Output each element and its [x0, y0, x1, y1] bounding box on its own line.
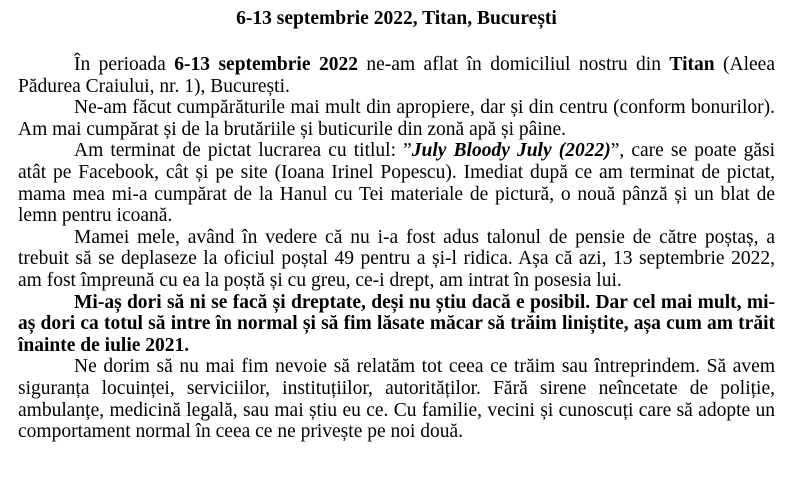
paragraph-3: [18, 140, 775, 226]
paragraph-3-intro: Am terminat de pictat lucrarea cu titlul: ”: [74, 140, 412, 162]
paragraph-1-middle: ne-am aflat în domiciliul nostru din: [357, 54, 670, 75]
paragraph-4: Mamei mele, având în vedere că nu i-a fost adus talonul de pensie de către poștaș, a trebuit să se deplaseze la oficiul poștal 49 pentru a și-l ridica. Așa că azi, 13 septembrie 2022, am fost împreună cu ea la poștă și cu greu, ce-i drept, am intrat în posesia lui.: [18, 226, 775, 291]
paragraph-6: Ne dorim să nu mai fim nevoie să relatăm tot ceea ce trăim sau întreprindem. Să avem siguranța locuinței, serviciilor, instituțiilor, autorităților. Fără sirene neîncetate de poliție, ambulanțe, medicină legală, sau mai știu eu ce. Cu familie, vecini și cunoscuți care să adopte un comportament normal în ceea ce ne privește pe noi două.: [18, 356, 775, 443]
artwork-title: July Bloody July (2022): [411, 140, 611, 162]
paragraph-5: Mi-aș dori să ni se facă și dreptate, deși nu știu dacă e posibil. Dar cel mai mult, mi-aș dori ca totul să intre în normal și să fim lăsate măcar să trăim liniștite, așa cum am trăit înainte de iulie 2021.: [18, 291, 775, 356]
paragraph-1-date: 6-13 septembrie 2022: [174, 54, 358, 75]
paragraph-2: Ne-am făcut cumpărăturile mai mult din apropiere, dar și din centru (conform bonurilor). Am mai cumpărat și de la brutăriile și buticurile din zonă apă și pâine.: [18, 97, 775, 140]
document-body: [18, 54, 775, 443]
paragraph-1-location: Titan: [669, 54, 715, 75]
paragraph-1-intro: În perioada: [74, 54, 175, 75]
paragraph-1-address: (Aleea Pădurea Craiului, nr. 1), București.: [18, 54, 775, 97]
document-title: 6-13 septembrie 2022, Titan, București: [236, 8, 557, 29]
document-page: [18, 8, 775, 443]
paragraph-1: [18, 54, 775, 97]
paragraph-3-rest: ”, care se poate găsi atât pe Facebook, cât și pe site (Ioana Irinel Popescu). Imediat după ce am terminat de pictat, mama mea mi-a cumpărat de la Hanul cu Tei materiale de pictură, o nouă pânză și un blat de lemn pentru icoană.: [18, 140, 775, 227]
